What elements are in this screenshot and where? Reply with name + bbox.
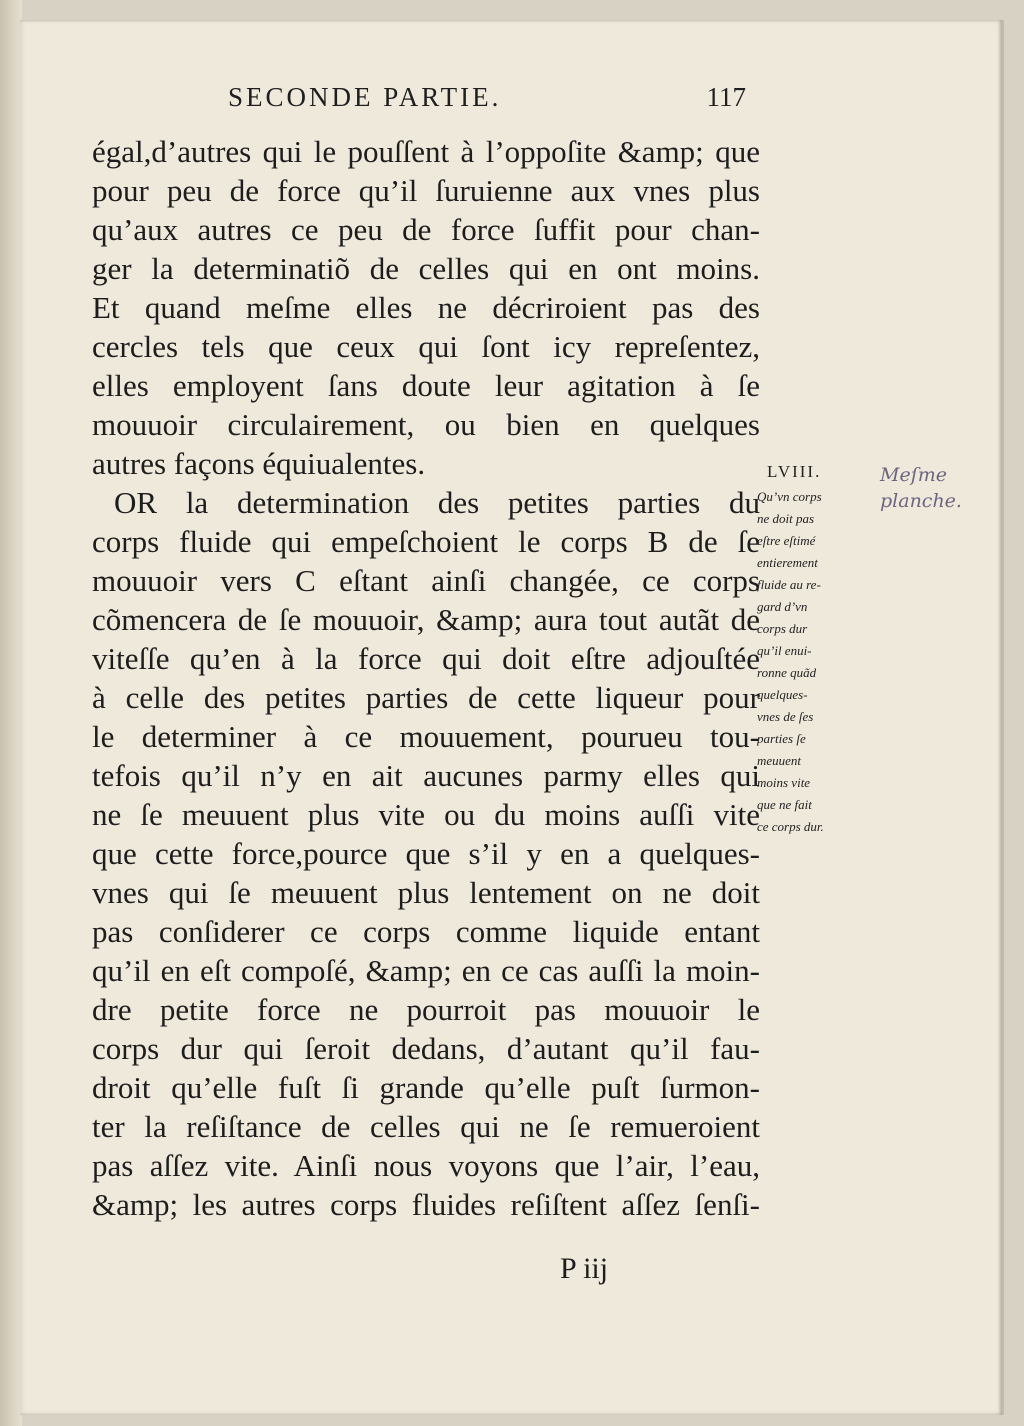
text-line: cõmencera de ſe mouuoir, &amp; aura tout autãt de [92,602,760,637]
text-line: autres façons équiualentes. [92,446,426,481]
margin-note-line: fluide au re- [757,577,821,592]
handwritten-line: Meſme [880,464,947,486]
text-line: pour peu de force qu’il ſuruienne aux vnes plus [92,173,760,208]
text-line: OR la determination des petites parties du [114,485,760,520]
margin-note-line: moins vite [757,775,811,790]
signature-mark: P iij [560,1252,609,1285]
article-number: LVIII. [767,462,822,481]
handwritten-line: planche. [880,490,962,512]
text-line: viteſſe qu’en à la force qui doit eſtre adjouſtée [92,641,760,676]
text-line: droit qu’elle fuſt ſi grande qu’elle puſt ſurmon- [92,1070,760,1105]
text-line: qu’aux autres ce peu de force ſuffit pour chan- [92,212,760,247]
margin-note-line: ce corps dur. [757,819,824,834]
text-line: que cette force,pource que s’il y en a quelques- [92,836,760,871]
margin-note-line: ronne quãd [757,665,817,680]
binding-gutter [0,0,22,1426]
text-line: elles employent ſans doute leur agitation à ſe [92,368,760,403]
text-line: pas aſſez vite. Ainſi nous voyons que l’air, l’eau, [92,1148,760,1183]
text-line: corps fluide qui empeſchoient le corps B de ſe [92,524,760,559]
margin-note-line: eſtre eſtimé [757,533,816,548]
margin-note-line: vnes de ſes [757,709,814,724]
page-number: 117 [706,82,746,112]
margin-note-line: qu’il enui- [757,643,812,658]
text-line: qu’il en eſt compoſé, &amp; en ce cas auſſi la moin- [92,953,760,988]
running-head: SECONDE PARTIE. [228,82,502,112]
text-line: mouuoir vers C eſtant ainſi changée, ce corps [92,563,760,598]
text-line: ger la determinatiõ de celles qui en ont moins. [92,251,760,286]
margin-note-line: quelques- [757,687,808,702]
text-line: à celle des petites parties de cette liqueur pour [92,680,760,715]
margin-note-line: meuuent [757,753,802,768]
text-line: &amp; les autres corps fluides reſiſtent aſſez ſenſi- [92,1187,760,1222]
margin-note-line: corps dur [757,621,808,636]
margin-note-line: que ne fait [757,797,812,812]
margin-note-line: parties ſe [757,731,806,746]
text-line: Et quand meſme elles ne décriroient pas des [92,290,760,325]
handwritten-note [880,462,980,514]
margin-note [757,486,875,838]
text-line: pas conſiderer ce corps comme liquide entant [92,914,760,949]
text-line: cercles tels que ceux qui ſont icy repreſentez, [92,329,760,364]
text-line: le determiner à ce mouuement, pourueu tou- [92,719,760,754]
text-line: égal,d’autres qui le pouſſent à l’oppoſite &amp; que [92,134,760,169]
text-line: dre petite force ne pourroit pas mouuoir le [92,992,760,1027]
page-header [90,82,770,122]
margin-note-line: Qu’vn corps [757,489,822,504]
margin-note-line: gard d’vn [757,599,808,614]
margin-note-line: ne doit pas [757,511,815,526]
text-line: ne ſe meuuent plus vite ou du moins auſſi vite [92,797,760,832]
text-line: ter la reſiſtance de celles qui ne ſe remueroient [92,1109,760,1144]
text-line: corps dur qui ſeroit dedans, d’autant qu’il fau- [92,1031,760,1066]
text-line: tefois qu’il n’y en ait aucunes parmy elles qui [92,758,760,793]
body-text [92,132,760,1224]
text-line: vnes qui ſe meuuent plus lentement on ne doit [92,875,760,910]
text-line: mouuoir circulairement, ou bien en quelques [92,407,760,442]
margin-note-line: entierement [757,555,818,570]
